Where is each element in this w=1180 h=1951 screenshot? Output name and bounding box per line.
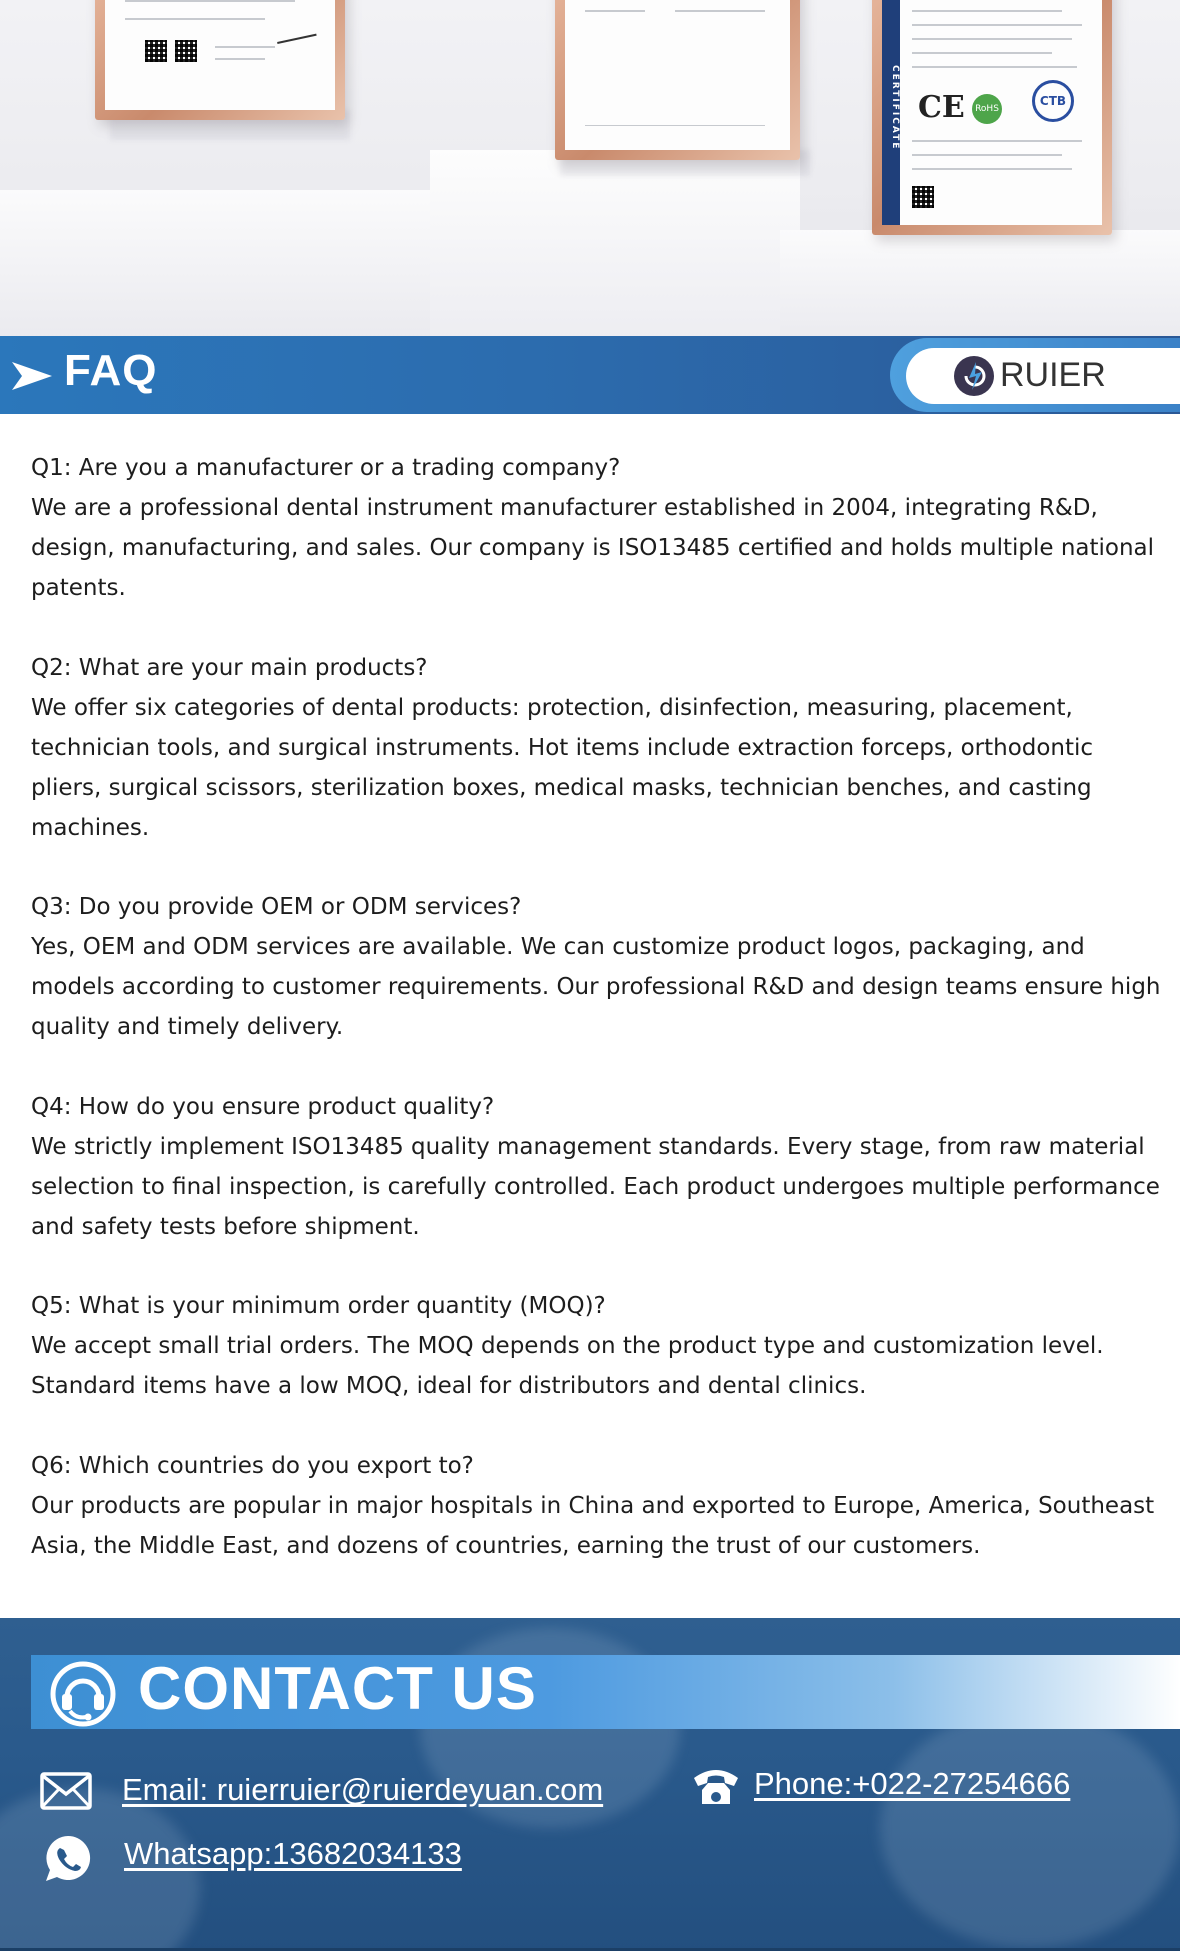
faq-item	[31, 448, 1161, 608]
certification-seal: CTB	[1032, 80, 1074, 122]
headset-icon	[50, 1661, 116, 1727]
contact-section	[0, 1618, 1180, 1951]
faq-answer: Yes, OEM and ODM services are available. We can customize product logos, packaging, and models according to customer requirements. Our professional R&D and design teams ensure high quality and timely delivery.	[31, 934, 1161, 1040]
certificate-frame-middle	[555, 0, 800, 160]
whatsapp-link[interactable]: Whatsapp:13682034133	[124, 1836, 462, 1871]
faq-item	[31, 1286, 1161, 1406]
ruier-logo-icon	[952, 354, 996, 398]
faq-answer: We strictly implement ISO13485 quality management standards. Every stage, from raw material selection to final inspection, is carefully controlled. Each product undergoes multiple performance and safety tests before shipment.	[31, 1133, 1160, 1240]
faq-question: Q2: What are your main products?	[31, 654, 428, 681]
faq-item	[31, 887, 1161, 1047]
rohs-mark: RoHS	[972, 94, 1002, 124]
faq-question: Q6: Which countries do you export to?	[31, 1452, 474, 1479]
certificate-frame-left	[95, 0, 345, 120]
faq-question: Q5: What is your minimum order quantity (MOQ)?	[31, 1293, 606, 1319]
faq-question: Q1: Are you a manufacturer or a trading company?	[31, 455, 621, 481]
whatsapp-icon	[42, 1833, 94, 1885]
faq-title: FAQ	[64, 346, 158, 395]
faq-answer: We offer six categories of dental products: protection, disinfection, measuring, placement, technician tools, and surgical instruments. Hot items include extraction forceps, orthodontic pliers, surgical scissors, sterilization boxes, medical masks, technician benches, and casting machines.	[31, 694, 1094, 841]
certificate-side-label: CERTIFICATE	[882, 0, 900, 225]
faq-question: Q3: Do you provide OEM or ODM services?	[31, 894, 522, 920]
faq-item	[31, 1087, 1161, 1247]
ce-mark: CE	[918, 90, 965, 125]
faq-item	[31, 648, 1161, 848]
faq-answer: We accept small trial orders. The MOQ depends on the product type and customization level. Standard items have a low MOQ, ideal for distributors and dental clinics.	[31, 1333, 1104, 1399]
arrow-icon	[10, 360, 54, 392]
email-link[interactable]: Email: ruierruier@ruierdeyuan.com	[122, 1772, 604, 1807]
hero-certificate-image	[0, 0, 1180, 336]
faq-item	[31, 1446, 1161, 1566]
certificate-frame-right	[872, 0, 1112, 235]
faq-list	[31, 448, 1161, 1605]
contact-title: CONTACT US	[138, 1655, 537, 1722]
phone-link[interactable]: Phone:+022-27254666	[754, 1766, 1071, 1801]
faq-answer: We are a professional dental instrument manufacturer established in 2004, integrating R&D, design, manufacturing, and sales. Our company is ISO13485 certified and holds multiple national patents.	[31, 495, 1155, 601]
faq-answer: Our products are popular in major hospitals in China and exported to Europe, America, Southeast Asia, the Middle East, and dozens of countries, earning the trust of our customers.	[31, 1492, 1155, 1559]
faq-question: Q4: How do you ensure product quality?	[31, 1093, 495, 1120]
phone-icon	[692, 1766, 740, 1808]
brand-name: RUIER	[1000, 356, 1106, 394]
mail-icon	[40, 1772, 92, 1810]
